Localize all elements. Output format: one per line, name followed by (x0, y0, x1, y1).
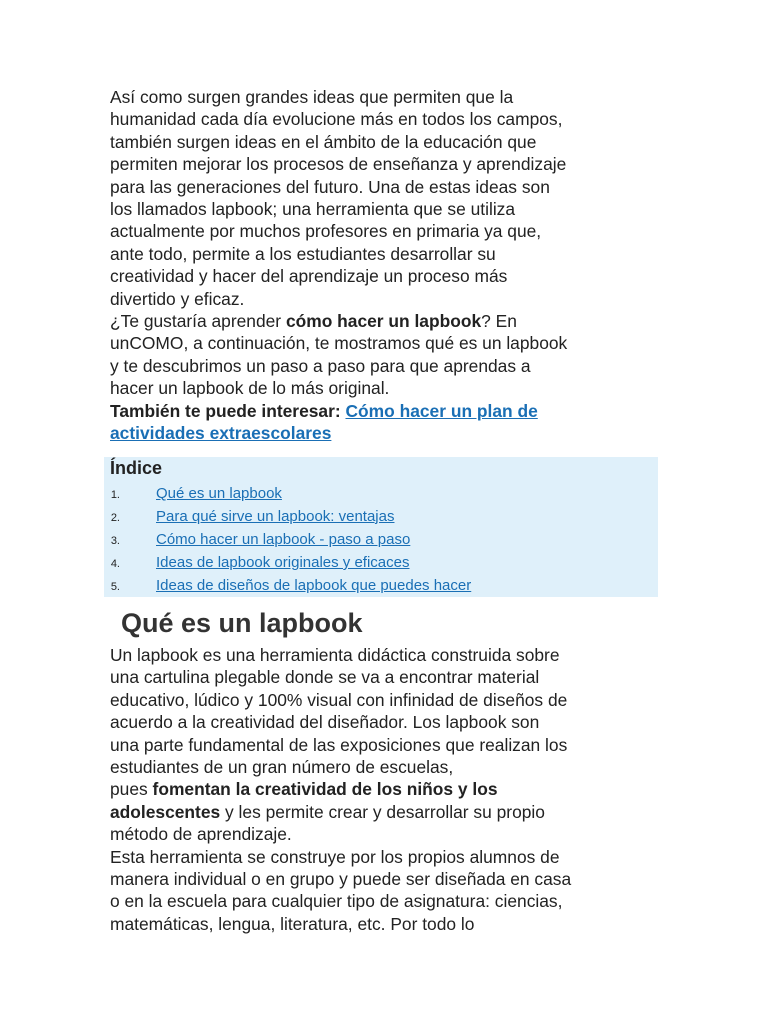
text-line: los llamados lapbook; una herramienta que se utiliza (110, 199, 516, 220)
text-line: educativo, lúdico y 100% visual con infinidad de diseños de (110, 689, 568, 710)
text-line: ante todo, permite a los estudiantes desarrollar su (110, 243, 496, 264)
question-prefix: ¿Te gustaría aprender (110, 311, 286, 332)
toc-item-number: 5. (110, 581, 120, 593)
toc-item-number: 4. (110, 558, 120, 570)
text-line: manera individual o en grupo y puede ser diseñada en casa (110, 869, 572, 890)
question-suffix: ? En (481, 311, 517, 332)
text-fragment: y les permite crear y desarrollar su propio (220, 801, 545, 822)
text-line: también surgen ideas en el ámbito de la educación que (110, 131, 537, 152)
related-link-line-2: actividades extraescolares (110, 423, 332, 444)
toc-link-ideas-disenos[interactable]: Ideas de diseños de lapbook que puedes hacer (156, 577, 472, 594)
text-fragment: pues (110, 779, 153, 800)
toc-item-number: 1. (110, 489, 120, 501)
emphasis-text: adolescentes (110, 801, 221, 822)
toc-link-para-que-sirve[interactable]: Para qué sirve un lapbook: ventajas (156, 508, 395, 525)
text-line: divertido y eficaz. (110, 288, 245, 309)
toc-item (104, 507, 658, 530)
text-line: creatividad y hacer del aprendizaje un proceso más (110, 266, 508, 287)
text-line: una parte fundamental de las exposiciones que realizan los (110, 734, 568, 755)
intro-paragraph (110, 86, 670, 310)
text-line: unCOMO, a continuación, te mostramos qué es un lapbook (110, 333, 568, 354)
toc-item-number: 2. (110, 512, 120, 524)
text-line: Así como surgen grandes ideas que permiten que la (110, 87, 514, 107)
text-line: o en la escuela para cualquier tipo de asignatura: ciencias, (110, 891, 563, 912)
intro-block (110, 86, 670, 445)
toc-item-number: 3. (110, 535, 120, 547)
toc-item (104, 553, 658, 576)
section-paragraph (110, 644, 670, 846)
section-paragraph (110, 846, 670, 936)
toc-link-como-hacer[interactable]: Cómo hacer un lapbook - paso a paso (156, 531, 411, 548)
text-line: y te descubrimos un paso a paso para que aprendas a (110, 355, 531, 376)
toc-item (104, 576, 658, 599)
section-body (110, 644, 670, 935)
text-line: matemáticas, lengua, literatura, etc. Por todo lo (110, 913, 475, 934)
text-line: hacer un lapbook de lo más original. (110, 378, 390, 399)
related-article (110, 400, 670, 445)
text-line: método de aprendizaje. (110, 824, 292, 845)
text-line: permiten mejorar los procesos de enseñanza y aprendizaje (110, 154, 567, 175)
toc-title: Índice (110, 458, 163, 478)
text-line: actualmente por muchos profesores en primaria ya que, (110, 221, 542, 242)
text-line: humanidad cada día evolucione más en todos los campos, (110, 109, 563, 130)
toc-link-ideas-originales[interactable]: Ideas de lapbook originales y eficaces (156, 554, 410, 571)
text-line: Un lapbook es una herramienta didáctica construida sobre (110, 645, 560, 665)
section-heading: Qué es un lapbook (121, 608, 363, 638)
emphasis-text: fomentan la creatividad de los niños y los (152, 779, 498, 800)
text-line: una cartulina plegable donde se va a encontrar material (110, 667, 540, 688)
toc-item (104, 484, 658, 507)
text-line: para las generaciones del futuro. Una de estas ideas son (110, 176, 550, 197)
text-line: acuerdo a la creatividad del diseñador. Los lapbook son (110, 712, 540, 733)
related-link-line-1: Cómo hacer un plan de (345, 400, 538, 421)
question-emphasis: cómo hacer un lapbook (285, 311, 482, 332)
toc-link-que-es[interactable]: Qué es un lapbook (156, 485, 282, 502)
text-line: estudiantes de un gran número de escuelas, (110, 757, 454, 778)
toc-item (104, 530, 658, 553)
related-label: También te puede interesar: (110, 400, 346, 421)
table-of-contents (104, 457, 658, 597)
text-line: Esta herramienta se construye por los propios alumnos de (110, 846, 560, 867)
question-paragraph (110, 310, 670, 400)
